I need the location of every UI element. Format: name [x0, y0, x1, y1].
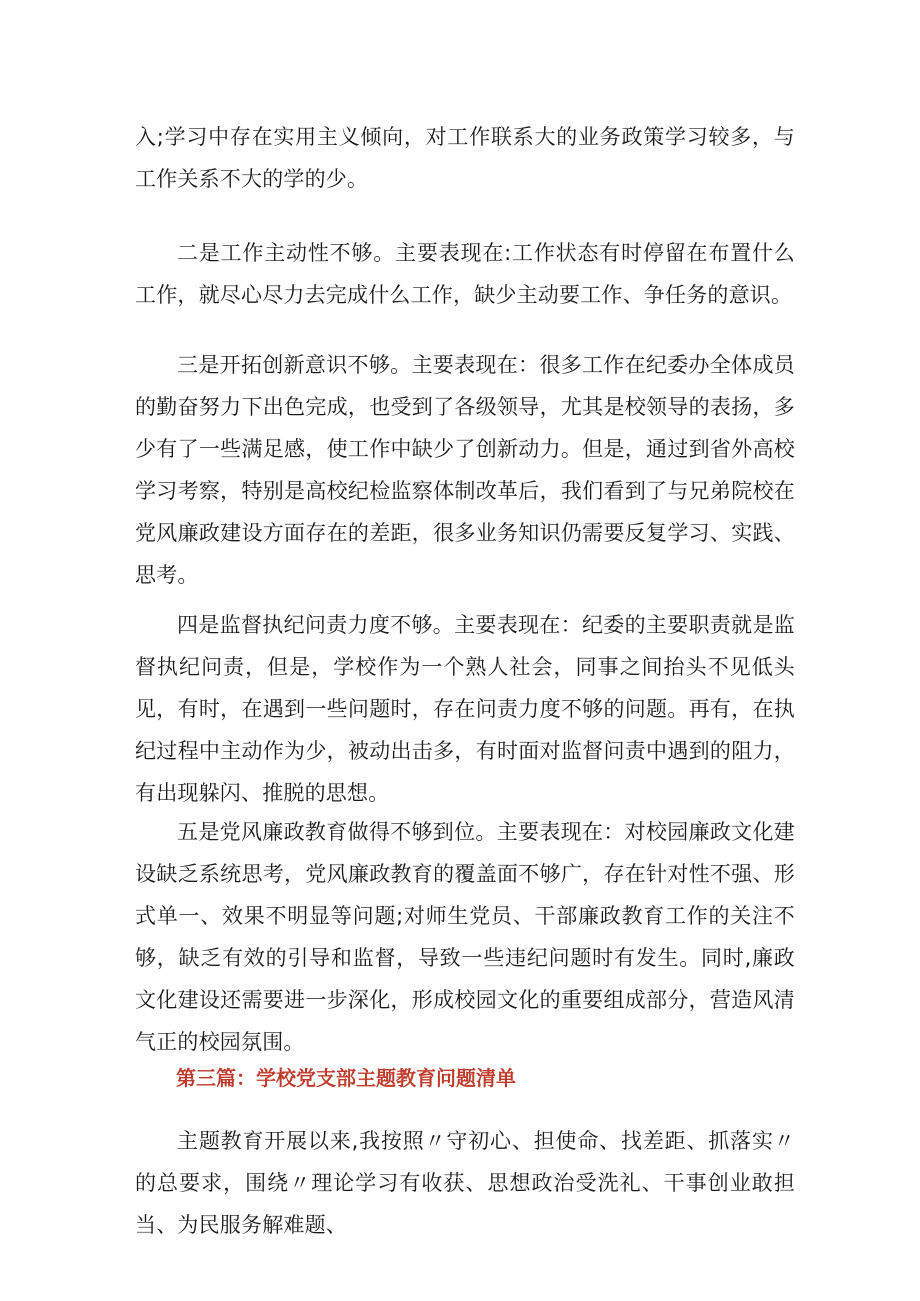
paragraph-point-four: 四是监督执纪问责力度不够。主要表现在：纪委的主要职责就是监督执纪问责，但是，学校作为一个熟人社会，同事之间抬头不见低头见，有时，在遇到一些问题时，存在问责力度不够的问题。再有，在执纪过程中主动作为少，被动出击多，有时面对监督问责中遇到的阻力，有出现躲闪、推脱的思想。: [135, 613, 795, 805]
paragraph-point-three: 三是开拓创新意识不够。主要表现在：很多工作在纪委办全体成员的勤奋努力下出色完成，也受到了各级领导，尤其是校领导的表扬，多少有了一些满足感，使工作中缺少了创新动力。但是，通过到省外高校学习考察，特别是高校纪检监察体制改革后，我们看到了与兄弟院校在党风廉政建设方面存在的差距，很多业务知识仍需要反复学习、实践、思考。: [135, 353, 795, 587]
paragraph-point-two: 二是工作主动性不够。主要表现在:工作状态有时停留在布置什么工作，就尽心尽力去完成什么工作，缺少主动要工作、争任务的意识。: [135, 241, 795, 307]
paragraph-point-five: 五是党风廉政教育做得不够到位。主要表现在：对校园廉政文化建设缺乏系统思考，党风廉政教育的覆盖面不够广，存在针对性不强、形式单一、效果不明显等问题;对师生党员、干部廉政教育工作的关注不够，缺乏有效的引导和监督，导致一些违纪问题时有发生。同时,廉政文化建设还需要进一步深化，形成校园文化的重要组成部分，营造风清气正的校园氛围。: [135, 820, 795, 1054]
paragraph-intro: 主题教育开展以来,我按照〃守初心、担使命、找差距、抓落实〃的总要求，围绕〃理论学习有收获、思想政治受洗礼、干事创业敢担当、为民服务解难题、: [135, 1129, 795, 1237]
paragraph-continuation: 入;学习中存在实用主义倾向，对工作联系大的业务政策学习较多，与工作关系不大的学的少。: [135, 125, 795, 191]
section-heading: 第三篇：学校党支部主题教育问题清单: [176, 1066, 516, 1090]
